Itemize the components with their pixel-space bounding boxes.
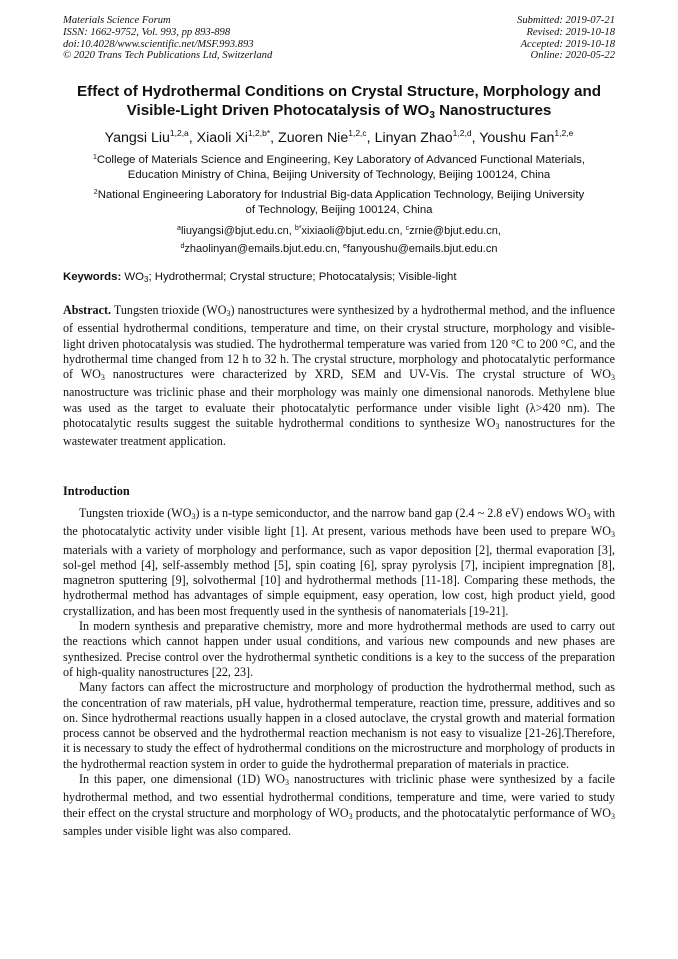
paragraph-text: In this paper, one dimensional (1D) WO bbox=[79, 772, 286, 787]
author-emails bbox=[58, 221, 620, 257]
paper-title bbox=[40, 82, 638, 125]
email-address[interactable]: fanyoushu@emails.bjut.edu.cn bbox=[346, 243, 498, 255]
paragraph-text: nanostructures with triclinic phase were synthesized by a facile hydrothermal method, and two essential hydrothermal conditions, temperature and time, were varied to study their effect on the crystal structure and morphology of WO bbox=[63, 772, 615, 820]
keywords bbox=[63, 270, 615, 287]
section-heading-introduction: Introduction bbox=[63, 484, 130, 498]
email-mark: d bbox=[180, 243, 185, 250]
author-sep: , bbox=[366, 130, 375, 146]
title-text: Nanostructures bbox=[434, 102, 552, 119]
author-affil-mark: 1,2,a bbox=[169, 128, 189, 138]
email-line bbox=[58, 239, 620, 257]
subscript: 3 bbox=[100, 373, 105, 383]
journal-issn: ISSN: 1662-9752, Vol. 993, pp 893-898 bbox=[63, 26, 231, 38]
subscript: 3 bbox=[285, 778, 290, 788]
subscript: 3 bbox=[611, 811, 615, 821]
email-mark: c bbox=[405, 225, 410, 232]
date-accepted: Accepted: 2019-10-18 bbox=[520, 38, 615, 50]
journal-name: Materials Science Forum bbox=[63, 15, 171, 26]
title-text: Visible-Light Driven Photocatalysis of WO bbox=[126, 102, 430, 119]
affiliation-number: 2 bbox=[93, 189, 98, 196]
author-sep: , bbox=[188, 130, 197, 146]
abstract bbox=[63, 303, 615, 450]
abstract-text: ) nanostructures were synthesized by a hydrothermal method, and the influence of essential hydrothermal conditions, temperature and time, on their crystal structure, morphology and visible-light driven photocatalysis was studied. The hydrothermal temperature was varied from 120 °C to 200 °C, and the hydrothermal time changed from 12 h to 32 h. The crystal structure, morphology and photocatalytic performance of WO bbox=[63, 303, 615, 382]
subscript: 3 bbox=[226, 309, 231, 318]
author bbox=[105, 130, 197, 146]
affiliation-number: 1 bbox=[92, 154, 97, 161]
journal-header-left bbox=[63, 15, 272, 62]
affiliation-text: National Engineering Laboratory for Industrial Big-data Application Technology, Beijing University bbox=[97, 189, 585, 201]
affiliation-line bbox=[58, 185, 620, 203]
affiliation-2 bbox=[58, 185, 620, 219]
paragraph-text: materials with a variety of morphology and performance, such as vapor deposition [2], thermal evaporation [3], sol-gel method [4], self-assembly method [5], spin coating [6], spray pyrolysis [7], incipient impregnation [8], magnetron sputtering [9], solvothermal [10] and hydrothermal methods [11-18]. Comparing these methods, the hydrothermal method has advantages of simple equipment, easy operation, low cost, high product yield, good crystallization, and has been most frequently used in the synthesis of nanomaterials [19-21]. bbox=[63, 542, 615, 618]
introduction-body bbox=[63, 506, 615, 839]
paragraph-text: samples under visible light was also compared. bbox=[63, 823, 292, 838]
email-mark: b* bbox=[294, 225, 302, 232]
author-name: Youshu Fan bbox=[479, 130, 555, 146]
date-online: Online: 2020-05-22 bbox=[530, 50, 615, 62]
paragraph: In modern synthesis and preparative chemistry, more and more hydrothermal methods are used to carry out the reactions which cannot happen under usual conditions, and various new compounds and new phases are synthesized. Precise control over the hydrothermal synthetic conditions is a key to the success of the preparation of high-quality nanostructures [22, 23]. bbox=[63, 619, 615, 679]
abstract-text: nanostructures were characterized by XRD, SEM and UV-Vis. The crystal structure of WO bbox=[104, 367, 611, 382]
title-line-1: Effect of Hydrothermal Conditions on Crystal Structure, Morphology and bbox=[77, 83, 601, 100]
keyword-subscript: 3 bbox=[144, 275, 149, 284]
affiliation-text: of Technology, Beijing 100124, China bbox=[245, 204, 433, 217]
abstract-text: nanostructure was triclinic phase and their morphology was mainly one dimensional nanorods. Methylene blue was used as the target to evaluate their photocatalytic performance under visible light (λ>420 nm). The photocatalytic results suggest the suitable hydrothermal conditions to synthesize WO bbox=[63, 385, 615, 431]
paragraph-text: with the photocatalytic activity under visible light [1]. At present, various methods have been used to prepare WO bbox=[63, 506, 615, 539]
author-affil-mark: 1,2,d bbox=[452, 128, 472, 138]
affiliation-1 bbox=[58, 150, 620, 184]
author bbox=[278, 130, 375, 146]
subscript: 3 bbox=[191, 512, 196, 521]
author-name: Zuoren Nie bbox=[278, 130, 349, 146]
email-address[interactable]: liuyangsi@bjut.edu.cn, bbox=[180, 225, 295, 237]
email-address[interactable]: xixiaoli@bjut.edu.cn, bbox=[301, 225, 406, 237]
keywords-label: Keywords: bbox=[63, 271, 122, 283]
author-affil-mark: 1,2,c bbox=[348, 128, 367, 138]
author-sep: , bbox=[471, 130, 480, 146]
email-address[interactable]: zhaolinyan@emails.bjut.edu.cn, bbox=[184, 243, 343, 255]
author-list bbox=[40, 124, 638, 147]
date-revised: Revised: 2019-10-18 bbox=[526, 26, 615, 38]
title-subscript: 3 bbox=[429, 110, 435, 121]
title-line-2 bbox=[40, 101, 638, 125]
abstract-text: nanostructures for the wastewater treatment application. bbox=[63, 416, 615, 449]
email-address[interactable]: zrnie@bjut.edu.cn, bbox=[409, 225, 501, 237]
author-name: Yangsi Liu bbox=[104, 130, 170, 146]
keyword-text: ; Hydrothermal; Crystal structure; Photocatalysis; Visible-light bbox=[148, 271, 457, 283]
email-line bbox=[58, 221, 620, 239]
date-submitted: Submitted: 2019-07-21 bbox=[517, 15, 615, 26]
subscript: 3 bbox=[495, 422, 500, 432]
affiliation-text: College of Materials Science and Engineering, Key Laboratory of Advanced Functional Materials, bbox=[96, 154, 586, 166]
subscript: 3 bbox=[611, 373, 615, 383]
journal-header-right bbox=[517, 15, 615, 62]
journal-doi[interactable]: doi:10.4028/www.scientific.net/MSF.993.893 bbox=[63, 38, 254, 50]
paragraph: Many factors can affect the microstructure and morphology of production the hydrothermal method, such as the concentration of raw materials, pH value, hydrothermal temperature, reaction time, pressure, additives and so on. Since hydrothermal reactions usually happen in a closed autoclave, the crystal growth and material formation process cannot be observed and the hydrothermal reaction mechanism is not easy to visualize [21-26].Therefore, it is necessary to study the effect of hydrothermal conditions on the microstructure and morphology of products in the hydrothermal reaction system in order to guide the hydrothermal preparation of materials in practice. bbox=[63, 680, 615, 771]
author-name: Linyan Zhao bbox=[374, 130, 453, 146]
author-affil-mark: 1,2,e bbox=[554, 128, 574, 138]
author-name: Xiaoli Xi bbox=[196, 130, 248, 146]
email-mark: e bbox=[342, 243, 347, 250]
affiliation-text: Education Ministry of China, Beijing University of Technology, Beijing 100124, China bbox=[127, 169, 551, 182]
email-mark: a bbox=[177, 225, 181, 232]
author bbox=[479, 130, 573, 146]
author-affil-mark: 1,2,b* bbox=[247, 128, 271, 138]
journal-copyright: © 2020 Trans Tech Publications Ltd, Switzerland bbox=[63, 50, 273, 62]
paragraph-text: Tungsten trioxide (WO bbox=[79, 506, 192, 520]
subscript: 3 bbox=[611, 530, 615, 540]
paragraph-text: ) is a n-type semiconductor, and the narrow band gap (2.4 ~ 2.8 eV) endows WO bbox=[195, 506, 587, 520]
paragraph bbox=[63, 506, 615, 619]
subscript: 3 bbox=[348, 811, 353, 821]
subscript: 3 bbox=[586, 512, 591, 521]
author bbox=[197, 130, 278, 146]
affiliation-line bbox=[58, 150, 620, 168]
paragraph-text: products, and the photocatalytic performance of WO bbox=[352, 805, 611, 820]
author-sep: , bbox=[270, 130, 279, 146]
abstract-label: Abstract. bbox=[63, 303, 112, 317]
author bbox=[375, 130, 480, 146]
paragraph bbox=[63, 772, 615, 839]
keyword-text: WO bbox=[121, 271, 145, 283]
abstract-text: Tungsten trioxide (WO bbox=[111, 303, 227, 317]
